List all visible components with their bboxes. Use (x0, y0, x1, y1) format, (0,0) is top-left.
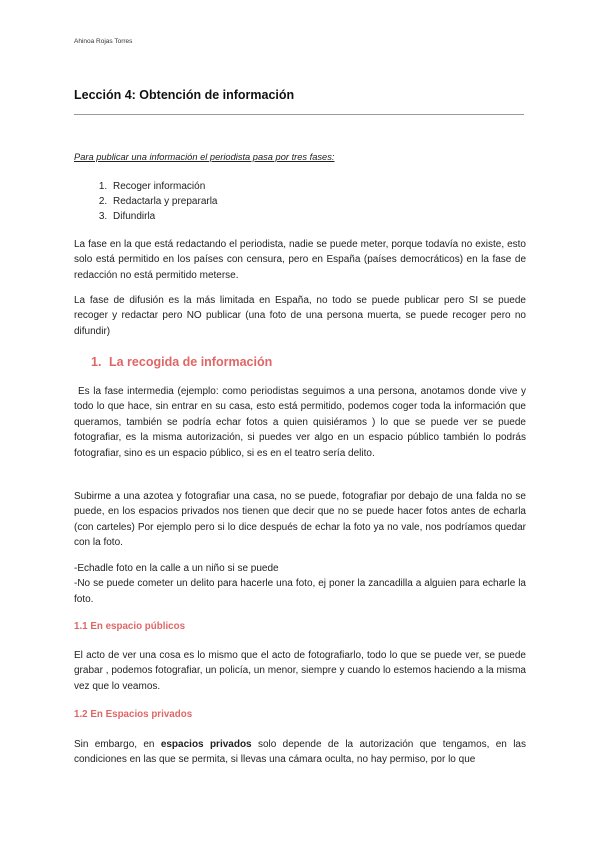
paragraph-diffusion: La fase de difusión es la más limitada en España, no todo se puede publicar pero SI se puede recoger y redactar pero NO publicar (una foto de una persona muerta, se puede recoger pero no difundir) (74, 295, 526, 337)
notes-block (74, 561, 526, 607)
author-name: Ahinoa Rojas Torres (74, 38, 133, 45)
paragraph-private-spaces (74, 737, 526, 768)
section-heading-text: La recogida de información (109, 355, 273, 369)
text-run: solo depende de la autorización que tengamos, en las condiciones en las que se permita, si llevas una cámara oculta, no hay permiso, por lo que (74, 739, 526, 766)
paragraph-redaction: La fase en la que está redactando el periodista, nadie se puede meter, porque todavía no existe, esto solo está permitido en los países con censura, pero en España (países democráticos) en la fase de redacción no está permitido meterse. (74, 239, 526, 281)
paragraph-public-spaces: El acto de ver una cosa es lo mismo que el acto de fotografiarlo, todo lo que se puede ver, se puede grabar , podemos fotografiar, un policía, un menor, siempre y cuando lo estemos haciendo a la misma vez que lo veamos. (74, 650, 526, 692)
note-line: -Echadle foto en la calle a un niño si se puede (74, 563, 279, 574)
phases-list (74, 179, 218, 225)
subsection-heading-public: 1.1 En espacio públicos (74, 621, 186, 632)
intro-lead: Para publicar una información el periodista pasa por tres fases: (74, 152, 335, 162)
text-run: Sin embargo, en (74, 739, 161, 750)
section-number: 1. (91, 355, 102, 369)
title-divider (74, 114, 524, 115)
paragraph-gathering: Es la fase intermedia (ejemplo: como periodistas seguimos a una persona, anotamos donde vive y todo lo que hace, sin entrar en su casa, esto está permitido, podemos coger toda la información que queramos, también se podría echar fotos a quien quisiéramos ) lo que se puede ver se puede fotografiar, es la misma autorización, si puedes ver algo en un espacio público también lo podrás fotografiar, sino es un espacio público, si es en el teatro sería delito. (74, 386, 526, 459)
list-item: 1. Recoger información (110, 179, 218, 194)
list-item: 2. Redactarla y prepararla (110, 194, 218, 209)
paragraph-private-spaces-rules: Subirme a una azotea y fotografiar una casa, no se puede, fotografiar por debajo de una falda no se puede, en los espacios privados nos tienen que decir que no se puede hacer fotos antes de echarla (con carteles) Por ejemplo pero si lo dice después de echar la foto ya no vale, nos podríamos quedar con la foto. (74, 491, 526, 549)
section-heading (91, 355, 272, 369)
subsection-heading-private: 1.2 En Espacios privados (74, 709, 193, 720)
emphasis-text: espacios privados (160, 739, 252, 750)
lesson-title: Lección 4: Obtención de información (74, 88, 295, 102)
list-item: 3. Difundirla (110, 209, 218, 224)
note-line: -No se puede cometer un delito para hacerle una foto, ej poner la zancadilla a alguien para echarle la foto. (74, 578, 526, 605)
